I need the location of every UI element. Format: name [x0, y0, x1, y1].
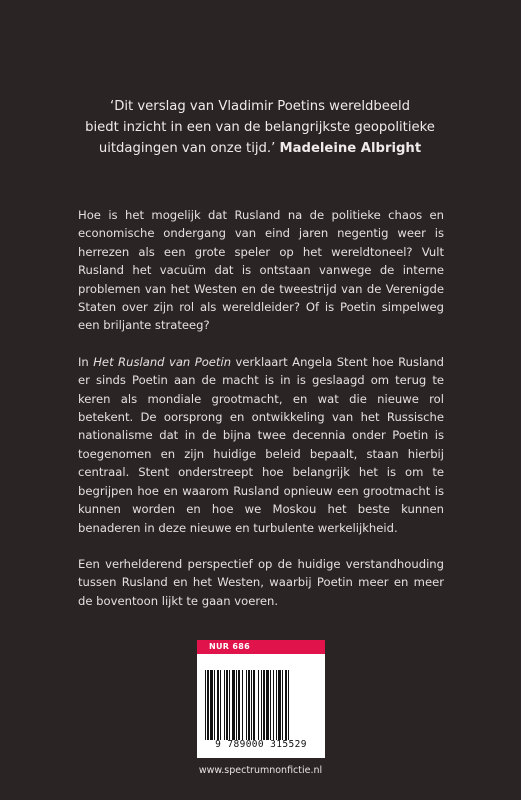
barcode-bar: [288, 670, 289, 740]
blurb-paragraph-1: Hoe is het mogelijk dat Rusland na de politieke chaos en economische ondergang van eind jaren negentig weer is herrezen als een grote speler op het wereldtoneel? Vult Rusland het vacuüm dat is ontstaan vanwege de interne problemen van het Westen en de tweestrijd van de Verenigde Staten over zijn rol als wereldleider? Of is Poetin simpelweg een briljante strateeg?: [78, 208, 444, 333]
barcode-bar: [205, 670, 206, 740]
barcode-bar: [238, 670, 240, 740]
barcode-bar: [251, 670, 252, 740]
blurb-paragraph-3: Een verhelderend perspectief op de huidige verstandhouding tussen Rusland en het Westen, waarbij Poetin meer en meer de boventoon lijkt te gaan voeren.: [78, 556, 444, 608]
blurb-p2-prefix: In: [78, 354, 94, 369]
barcode-bar: [217, 670, 219, 740]
barcode-bar: [236, 670, 237, 740]
isbn-number: 9 789000 315529: [215, 739, 307, 750]
barcode-bar: [263, 670, 265, 740]
barcode-bar: [278, 670, 281, 740]
barcode-bar: [232, 670, 235, 740]
barcode-bar: [224, 670, 225, 740]
barcode-bar: [261, 670, 262, 740]
barcode-bar: [248, 670, 250, 740]
barcode-bar: [226, 670, 228, 740]
quote-line-1: ‘Dit verslag van Vladimir Poetins wereldbeeld: [110, 99, 410, 114]
barcode-bar: [207, 670, 209, 740]
nur-code: NUR 686: [197, 640, 325, 654]
quote-line-3: uitdagingen van onze tijd.’: [98, 141, 276, 156]
barcode-bar: [246, 670, 247, 740]
barcode-bar: [242, 670, 243, 740]
barcode-bar: [266, 670, 269, 740]
book-title: Het Rusland van Poetin: [93, 354, 232, 369]
quote-author: Madeleine Albright: [279, 141, 422, 156]
barcode-bar: [273, 670, 274, 740]
barcode-bar: [282, 670, 283, 740]
barcode-bar: [258, 670, 259, 740]
barcode-bar: [220, 670, 221, 740]
quote-line-2: biedt inzicht in een van de belangrijkste geopolitieke: [85, 120, 435, 135]
barcode-bar: [270, 670, 271, 740]
barcode-bar: [253, 670, 255, 740]
blurb-p2-rest: verklaart Angela Stent hoe Rusland er sinds Poetin aan de macht is in is geslaagd om terug te keren als mondiale grootmacht, en wat die nieuwe rol betekent. De oorsprong en ontwikkeling van het Russische nationalisme dat in de bijna twee decennia onder Poetin is toegenomen en zijn huidige beleid bepaalt, staan hierbij centraal. Stent onderstreept hoe belangrijk het is om te begrijpen hoe en waarom Rusland opnieuw een grootmacht is kunnen worden en hoe we Moskou het beste kunnen benaderen in deze nieuwe en turbulente werkelijkheid.: [78, 354, 445, 535]
barcode-icon: [205, 670, 317, 740]
barcode-bar: [214, 670, 215, 740]
barcode-bar: [229, 670, 230, 740]
barcode-bar: [210, 670, 213, 740]
publisher-website: www.spectrumnonfictie.nl: [198, 765, 323, 776]
barcode-label: [197, 640, 325, 758]
endorsement-quote: [60, 96, 460, 159]
blurb-paragraph-2: [78, 353, 444, 537]
blurb: [78, 206, 444, 628]
barcode-bar: [285, 670, 287, 740]
barcode-bar: [276, 670, 277, 740]
